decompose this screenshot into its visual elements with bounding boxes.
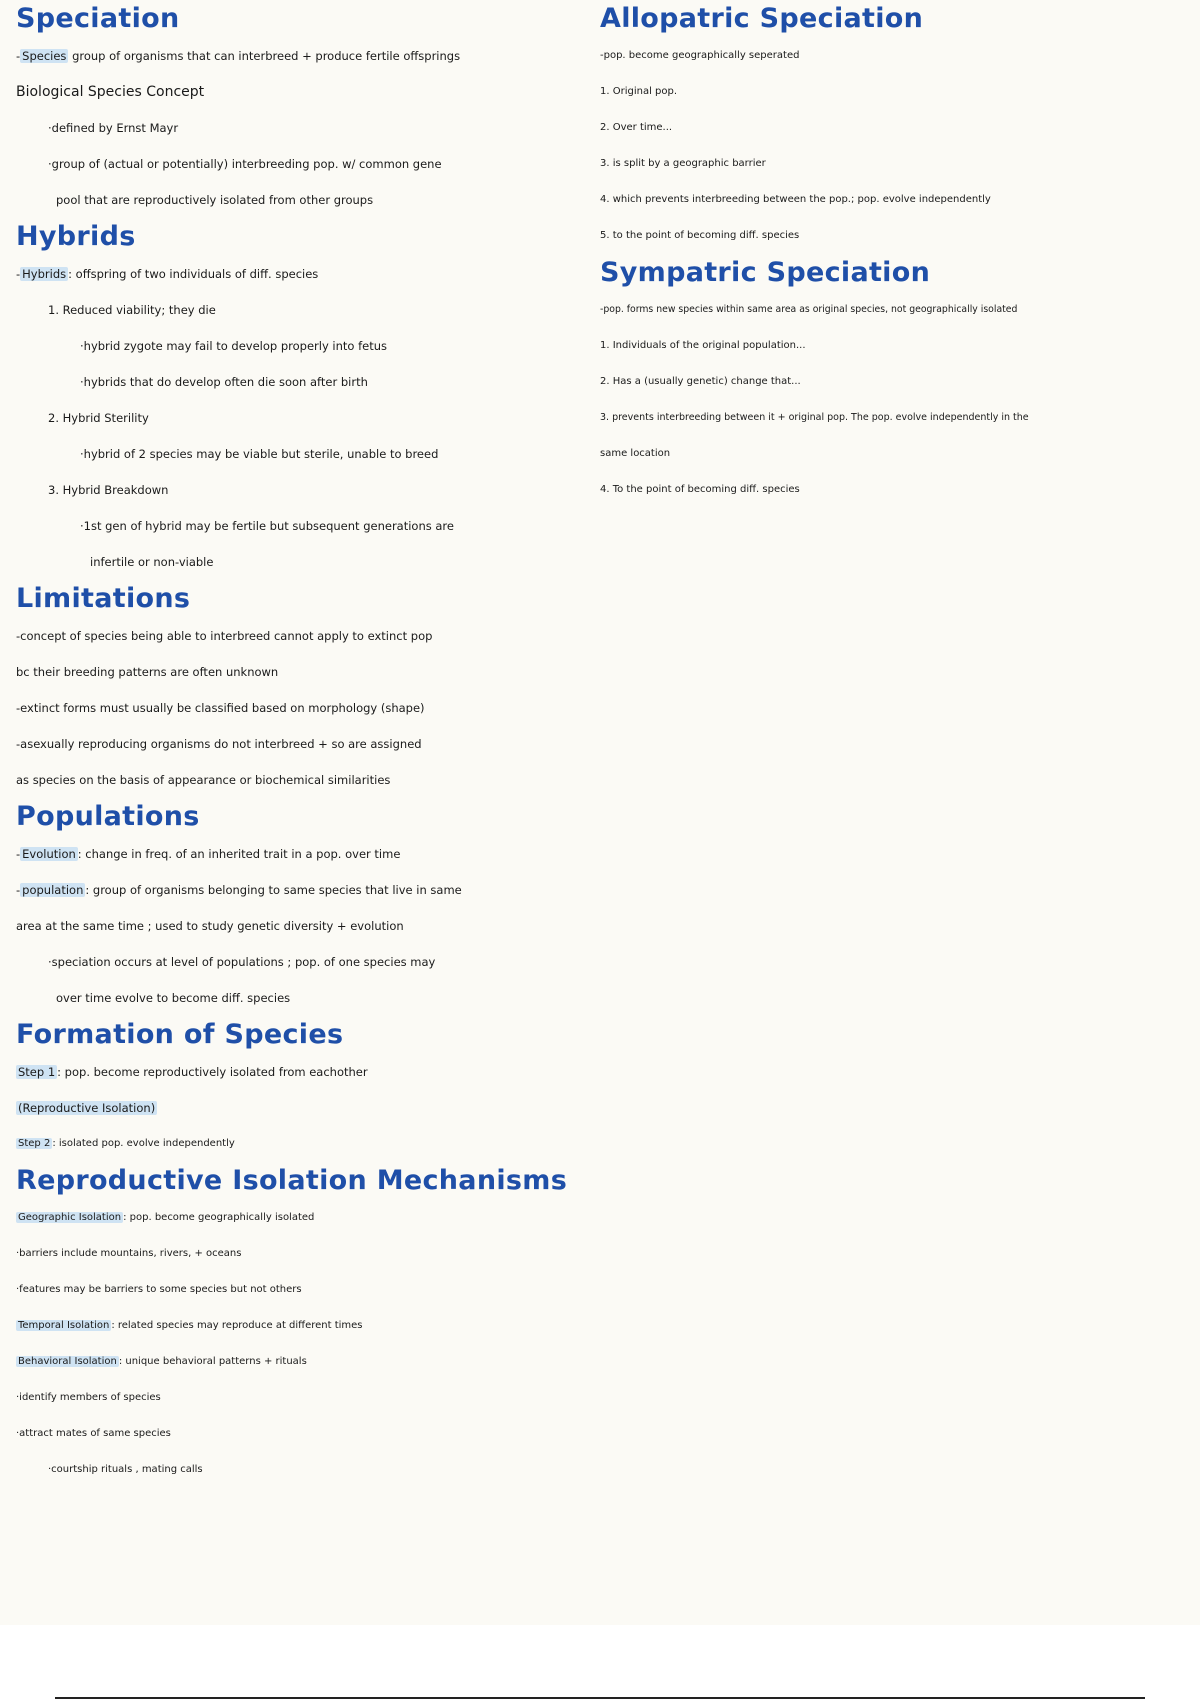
behavioral-subpoint: ·courtship rituals , mating calls <box>48 1464 203 1475</box>
allopatric-step: 1. Original pop. <box>600 86 678 97</box>
sympatric-step: 1. Individuals of the original population... <box>600 340 806 351</box>
population-point: ·speciation occurs at level of populations ; pop. of one species may <box>48 955 436 969</box>
formation-step-1: Step 1 : pop. become reproductively isolated from eachother <box>18 1065 368 1079</box>
allopatric-line: -pop. become geographically seperated <box>600 50 800 61</box>
evolution-term: Evolution <box>22 847 76 861</box>
allopatric-step: 2. Over time... <box>600 122 673 133</box>
hybrids-heading: Hybrids <box>16 221 136 252</box>
population-term: population <box>22 883 84 897</box>
hybrids-definition: - Hybrids : offspring of two individuals of diff. species <box>16 267 319 281</box>
isolation-mechanisms-heading: Reproductive Isolation Mechanisms <box>16 1165 568 1196</box>
step-2-term: Step 2 <box>18 1138 51 1149</box>
sympatric-step: 3. prevents interbreeding between it + original pop. The pop. evolve independently in the <box>600 412 1029 423</box>
sympatric-step: 2. Has a (usually genetic) change that... <box>600 376 801 387</box>
allopatric-heading: Allopatric Speciation <box>600 3 924 34</box>
hybrid-subpoint: ·hybrid zygote may fail to develop properly into fetus <box>80 339 388 353</box>
species-term: Species <box>22 49 67 63</box>
geographic-point: ·features may be barriers to some species but not others <box>16 1284 302 1295</box>
population-point-continued: over time evolve to become diff. species <box>56 991 291 1005</box>
behavioral-point: ·identify members of species <box>16 1392 161 1403</box>
step-1-term: Step 1 <box>18 1065 56 1079</box>
speciation-heading: Speciation <box>16 3 180 34</box>
hybrid-item: 2. Hybrid Sterility <box>48 411 149 425</box>
left-column <box>16 0 576 1488</box>
formation-heading: Formation of Species <box>16 1019 344 1050</box>
allopatric-step: 4. which prevents interbreeding between the pop.; pop. evolve independently <box>600 194 991 205</box>
population-definition-continued: area at the same time ; used to study genetic diversity + evolution <box>16 919 404 933</box>
populations-heading: Populations <box>16 801 200 832</box>
species-definition: - Species group of organisms that can interbreed + produce fertile offsprings <box>16 49 461 63</box>
sympatric-line: -pop. forms new species within same area as original species, not geographically isolated <box>600 304 1018 315</box>
behavioral-isolation-term: Behavioral Isolation <box>18 1356 117 1367</box>
right-column <box>600 0 1200 508</box>
limitation-line: -asexually reproducing organisms do not interbreed + so are assigned <box>16 737 422 751</box>
hybrid-subpoint: ·hybrids that do develop often die soon after birth <box>80 375 368 389</box>
formation-step-1-note: (Reproductive Isolation) <box>18 1101 156 1115</box>
geographic-isolation-term: Geographic Isolation <box>18 1212 122 1223</box>
bottom-divider <box>55 1697 1145 1699</box>
hybrid-item: 3. Hybrid Breakdown <box>48 483 169 497</box>
hybrids-term: Hybrids <box>22 267 67 281</box>
population-definition: - population : group of organisms belonging to same species that live in same <box>16 883 462 897</box>
geographic-isolation: Geographic Isolation : pop. become geographically isolated <box>18 1212 315 1223</box>
behavioral-isolation: Behavioral Isolation : unique behavioral patterns + rituals <box>18 1356 307 1367</box>
sympatric-step-continued: same location <box>600 448 671 459</box>
bsc-point: ·group of (actual or potentially) interbreeding pop. w/ common gene <box>48 157 442 171</box>
sympatric-step: 4. To the point of becoming diff. species <box>600 484 800 495</box>
biological-species-concept: Biological Species Concept <box>16 84 205 100</box>
limitation-line: as species on the basis of appearance or biochemical similarities <box>16 773 391 787</box>
allopatric-step: 3. is split by a geographic barrier <box>600 158 766 169</box>
limitations-heading: Limitations <box>16 583 191 614</box>
formation-step-2: Step 2 : isolated pop. evolve independently <box>18 1138 235 1149</box>
hybrid-subpoint: ·1st gen of hybrid may be fertile but subsequent generations are <box>80 519 454 533</box>
hybrid-subpoint-continued: infertile or non-viable <box>90 555 214 569</box>
hybrid-subpoint: ·hybrid of 2 species may be viable but sterile, unable to breed <box>80 447 439 461</box>
bsc-point: ·defined by Ernst Mayr <box>48 121 179 135</box>
bsc-point-continued: pool that are reproductively isolated from other groups <box>56 193 374 207</box>
temporal-isolation-term: Temporal Isolation <box>18 1320 110 1331</box>
allopatric-step: 5. to the point of becoming diff. species <box>600 230 800 241</box>
temporal-isolation: Temporal Isolation : related species may reproduce at different times <box>18 1320 363 1331</box>
sympatric-heading: Sympatric Speciation <box>600 257 931 288</box>
limitation-line: -extinct forms must usually be classified based on morphology (shape) <box>16 701 425 715</box>
limitation-line: -concept of species being able to interbreed cannot apply to extinct pop <box>16 629 433 643</box>
behavioral-point: ·attract mates of same species <box>16 1428 171 1439</box>
limitation-line: bc their breeding patterns are often unknown <box>16 665 279 679</box>
evolution-definition: - Evolution : change in freq. of an inherited trait in a pop. over time <box>16 847 401 861</box>
geographic-point: ·barriers include mountains, rivers, + oceans <box>16 1248 242 1259</box>
hybrid-item: 1. Reduced viability; they die <box>48 303 216 317</box>
